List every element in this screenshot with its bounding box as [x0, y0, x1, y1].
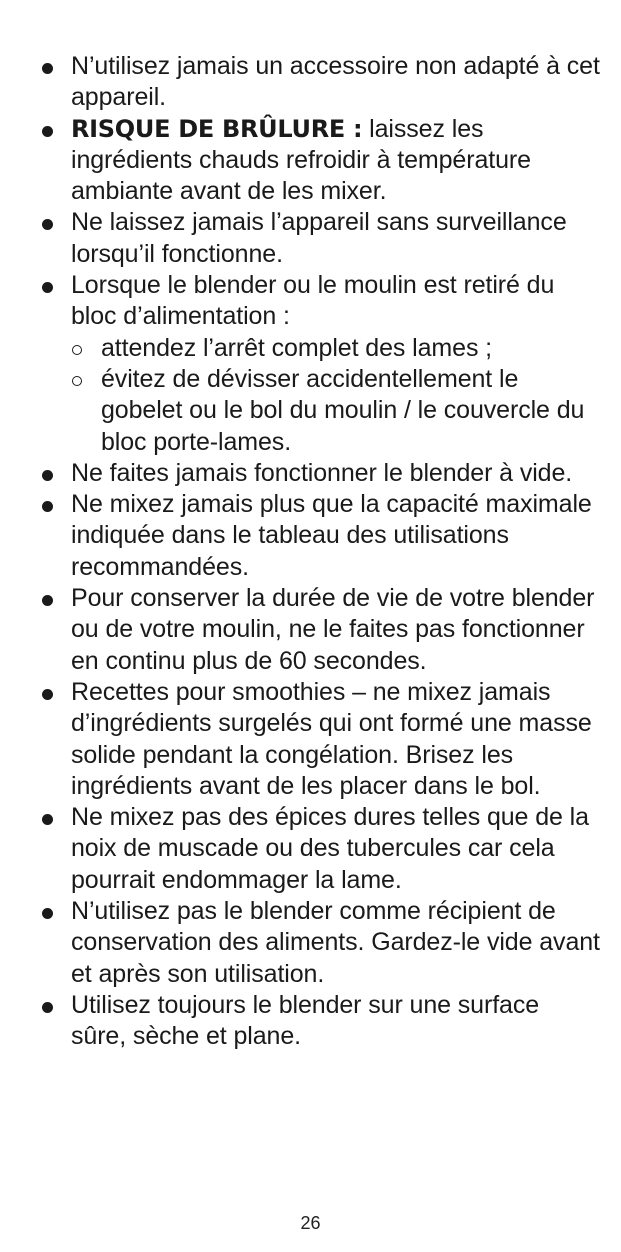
bullet-icon: [42, 219, 53, 230]
item-text: Ne faites jamais fonctionner le blender à vide.: [71, 458, 573, 487]
list-item: [40, 896, 600, 990]
sub-list-item: [71, 333, 600, 364]
bullet-icon: [42, 689, 53, 700]
sub-list-item: [71, 364, 600, 458]
bullet-icon: [42, 470, 53, 481]
warning-heading: RISQUE DE BRÛLURE :: [71, 114, 363, 143]
list-item: [40, 990, 600, 1053]
hollow-bullet-icon: [72, 376, 82, 386]
list-item: [40, 51, 600, 114]
bullet-icon: [42, 814, 53, 825]
hollow-bullet-icon: [72, 345, 82, 355]
list-item: [40, 207, 600, 270]
safety-instructions-list: [40, 51, 600, 1053]
bullet-icon: [42, 63, 53, 74]
item-text: Lorsque le blender ou le moulin est retiré du bloc d’alimentation :: [71, 271, 555, 331]
list-item: [40, 583, 600, 677]
bullet-icon: [42, 1002, 53, 1013]
item-text: Ne laissez jamais l’appareil sans surveillance lorsqu’il fonctionne.: [71, 208, 567, 268]
item-text: laissez les ingrédients chauds refroidir à température ambiante avant de les mixer.: [71, 114, 531, 206]
bullet-icon: [42, 908, 53, 919]
list-item: [40, 489, 600, 583]
page-number: 26: [300, 1213, 321, 1233]
item-text: Ne mixez jamais plus que la capacité maximale indiquée dans le tableau des utilisations recommandées.: [71, 490, 592, 581]
list-item: [40, 677, 600, 802]
item-text: Recettes pour smoothies – ne mixez jamais d’ingrédients surgelés qui ont formé une masse solide pendant la congélation. Brisez les ingrédients avant de les placer dans le bol.: [71, 677, 592, 800]
item-text: Utilisez toujours le blender sur une surface sûre, sèche et plane.: [71, 990, 540, 1051]
list-item: [40, 802, 600, 896]
list-item: [40, 270, 600, 458]
list-item: [40, 458, 600, 489]
sub-list: [71, 333, 600, 458]
bullet-icon: [42, 595, 53, 606]
bullet-icon: [42, 501, 53, 512]
item-text: Pour conserver la durée de vie de votre blender ou de votre moulin, ne le faites pas fonctionner en continu plus de 60 secondes.: [71, 584, 595, 675]
bullet-icon: [42, 126, 53, 137]
item-text: N’utilisez pas le blender comme récipient de conservation des aliments. Gardez-le vide avant et après son utilisation.: [71, 897, 600, 988]
item-text: N’utilisez jamais un accessoire non adapté à cet appareil.: [71, 52, 600, 112]
item-text: Ne mixez pas des épices dures telles que de la noix de muscade ou des tubercules car cela pourrait endommager la lame.: [71, 803, 589, 894]
sub-item-text: attendez l’arrêt complet des lames ;: [101, 333, 493, 362]
bullet-icon: [42, 282, 53, 293]
sub-item-text: évitez de dévisser accidentellement le gobelet ou le bol du moulin / le couvercle du bloc porte-lames.: [101, 364, 585, 456]
list-item: [40, 114, 600, 208]
